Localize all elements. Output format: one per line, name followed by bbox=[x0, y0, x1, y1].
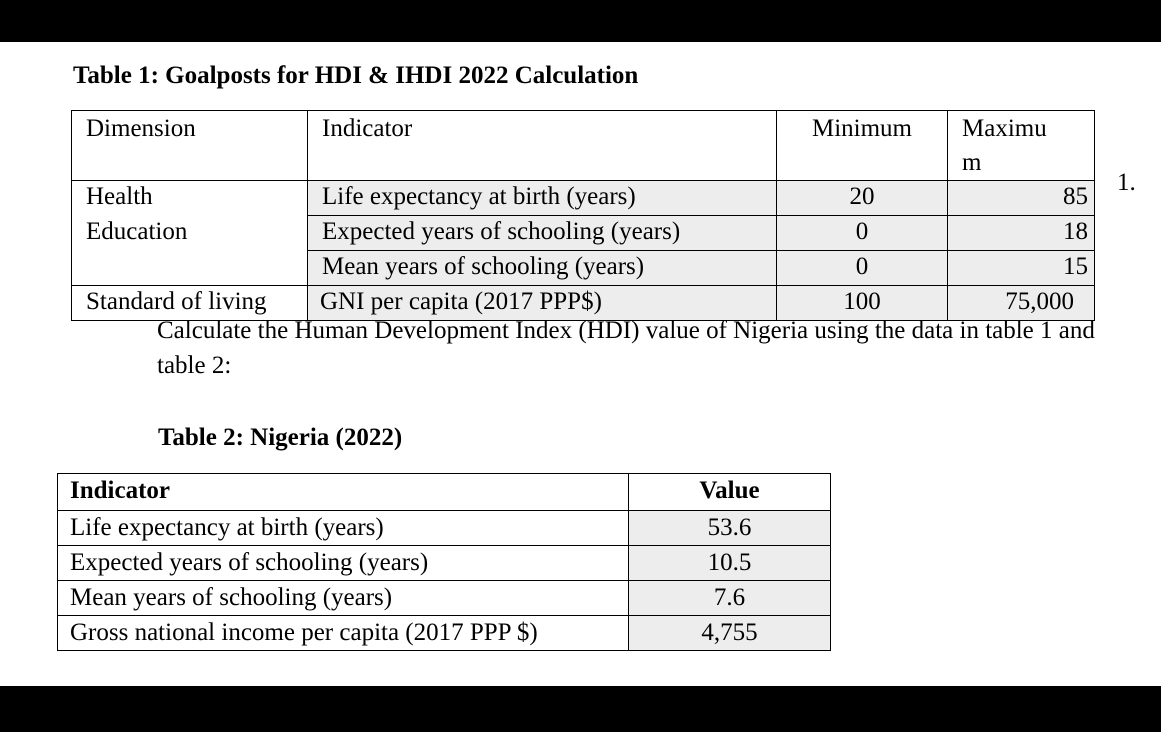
table-row bbox=[58, 546, 831, 581]
list-number: 1. bbox=[1117, 169, 1136, 196]
nigeria-table bbox=[57, 473, 831, 651]
table2-title: Table 2: Nigeria (2022) bbox=[158, 424, 403, 451]
table-row bbox=[72, 216, 1095, 251]
header-indicator: Indicator bbox=[58, 474, 629, 511]
dimension-cell: Health bbox=[72, 181, 308, 216]
header-indicator: Indicator bbox=[308, 111, 777, 181]
table-row bbox=[58, 616, 831, 651]
header-minimum: Minimum bbox=[777, 111, 948, 181]
indicator-cell: Mean years of schooling (years) bbox=[58, 581, 629, 616]
minimum-cell: 100 bbox=[777, 286, 948, 321]
value-cell: 7.6 bbox=[629, 581, 831, 616]
indicator-cell: Life expectancy at birth (years) bbox=[58, 511, 629, 546]
indicator-cell: Expected years of schooling (years) bbox=[308, 216, 777, 251]
header-dimension: Dimension bbox=[72, 111, 308, 181]
value-cell: 53.6 bbox=[629, 511, 831, 546]
table-row bbox=[72, 181, 1095, 216]
question-text: Calculate the Human Development Index (HDI) value of Nigeria using the data in table 1 and table 2: bbox=[157, 317, 1095, 379]
dimension-cell: Education bbox=[72, 216, 308, 251]
indicator-cell: Mean years of schooling (years) bbox=[308, 251, 777, 286]
minimum-cell: 0 bbox=[777, 216, 948, 251]
header-maximum-line1: Maximu bbox=[962, 115, 1047, 142]
maximum-cell: 75,000 bbox=[948, 286, 1095, 321]
indicator-cell: Gross national income per capita (2017 PPP $) bbox=[58, 616, 629, 651]
indicator-cell: GNI per capita (2017 PPP$) bbox=[308, 286, 777, 321]
header-maximum bbox=[948, 111, 1095, 181]
table-row bbox=[58, 511, 831, 546]
maximum-cell: 85 bbox=[948, 181, 1095, 216]
indicator-cell: Life expectancy at birth (years) bbox=[308, 181, 777, 216]
table-row bbox=[72, 251, 1095, 286]
minimum-cell: 20 bbox=[777, 181, 948, 216]
table-row bbox=[58, 581, 831, 616]
maximum-cell: 18 bbox=[948, 216, 1095, 251]
table-header-row bbox=[72, 111, 1095, 181]
dimension-cell: Standard of living bbox=[72, 286, 308, 321]
value-cell: 4,755 bbox=[629, 616, 831, 651]
maximum-cell: 15 bbox=[948, 251, 1095, 286]
header-maximum-line2: m bbox=[962, 149, 982, 176]
dimension-cell bbox=[72, 251, 308, 286]
table-header-row bbox=[58, 474, 831, 511]
minimum-cell: 0 bbox=[777, 251, 948, 286]
goalposts-table bbox=[71, 110, 1095, 321]
header-value: Value bbox=[629, 474, 831, 511]
indicator-cell: Expected years of schooling (years) bbox=[58, 546, 629, 581]
value-cell: 10.5 bbox=[629, 546, 831, 581]
table1-title: Table 1: Goalposts for HDI & IHDI 2022 Calculation bbox=[73, 62, 639, 89]
